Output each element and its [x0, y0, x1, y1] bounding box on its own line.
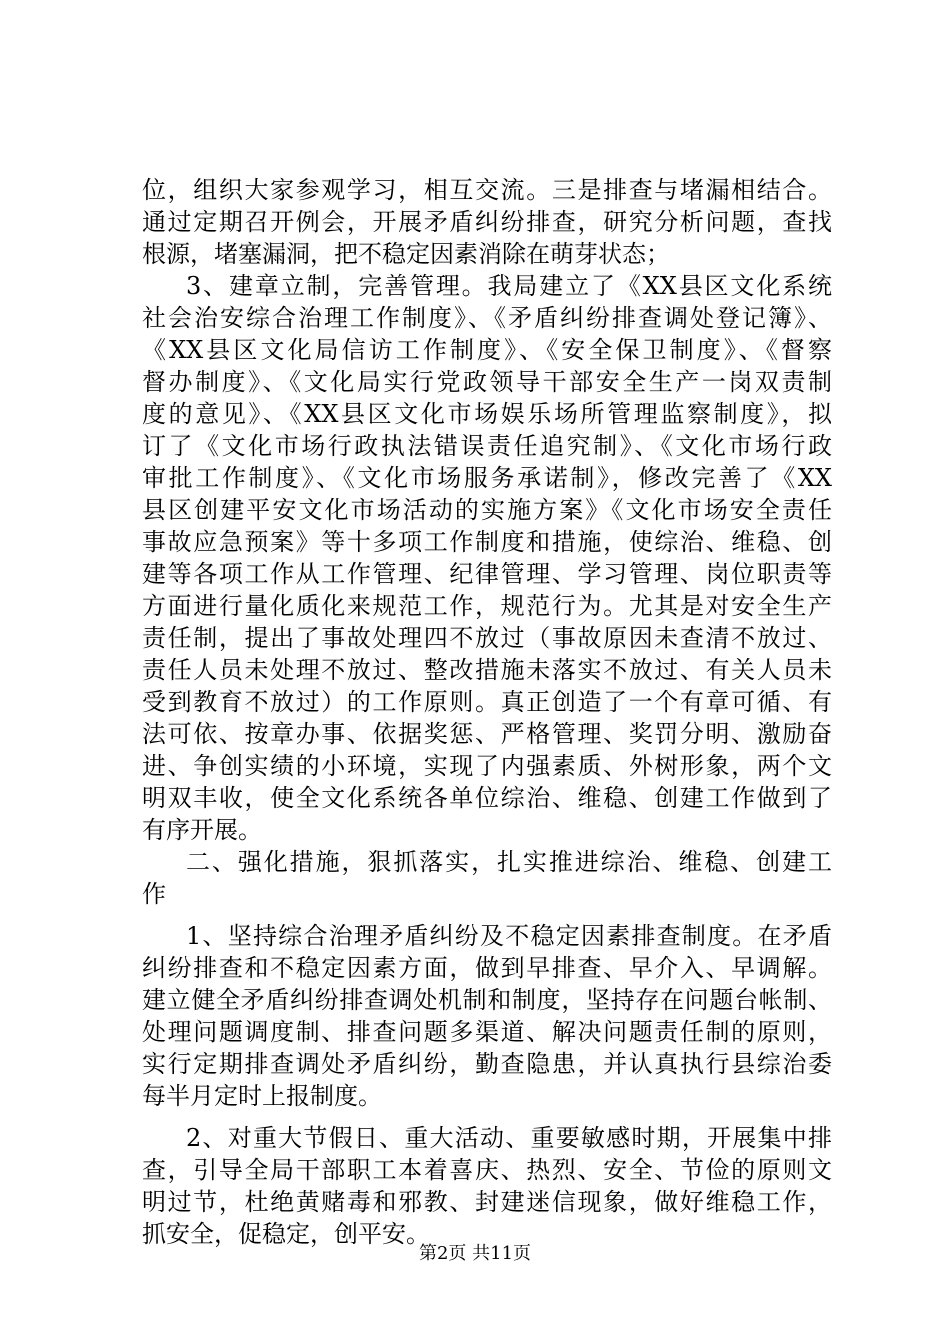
text-line: 方面进行量化质化来规范工作，规范行为。尤其是对安全生产 — [142, 592, 832, 620]
text-line: 通过定期召开例会，开展矛盾纠纷排查，研究分析问题，查找 — [142, 208, 832, 236]
text-line: 法可依、按章办事、依据奖惩、严格管理、奖罚分明、激励奋 — [142, 720, 832, 748]
text-line: 每半月定时上报制度。 — [142, 1082, 382, 1110]
text-line: 订了《文化市场行政执法错误责任追究制》、《文化市场行政 — [142, 432, 832, 460]
text-line: 明过节，杜绝黄赌毒和邪教、封建迷信现象，做好维稳工作， — [142, 1188, 832, 1216]
section-heading — [142, 846, 832, 910]
text-line: 3、建章立制，完善管理。我局建立了《XX县区文化系统 — [186, 272, 832, 300]
text-line: 2、对重大节假日、重大活动、重要敏感时期，开展集中排 — [186, 1124, 832, 1152]
paragraph-continuation — [142, 174, 832, 270]
heading-line: 作 — [142, 880, 166, 908]
page-number-footer: 第2页 共11页 — [418, 1243, 532, 1264]
paragraph-rules-and-regulations — [142, 270, 832, 846]
text-line: 实行定期排查调处矛盾纠纷，勤查隐患，并认真执行县综治委 — [142, 1050, 832, 1078]
text-line: 纠纷排查和不稳定因素方面，做到早排查、早介入、早调解。 — [142, 954, 832, 982]
text-line: 进、争创实绩的小环境，实现了内强素质、外树形象，两个文 — [142, 752, 832, 780]
text-line: 审批工作制度》、《文化市场服务承诺制》，修改完善了《XX — [142, 464, 832, 492]
paragraph-comprehensive-governance — [142, 920, 832, 1112]
text-line: 责任制，提出了事故处理四不放过（事故原因未查清不放过、 — [142, 624, 832, 652]
paragraph-holiday-inspection — [142, 1122, 832, 1250]
text-line: 督办制度》、《文化局实行党政领导干部安全生产一岗双责制 — [142, 368, 832, 396]
text-line: 建立健全矛盾纠纷排查调处机制和制度，坚持存在问题台帐制、 — [142, 986, 832, 1014]
text-line: 位，组织大家参观学习，相互交流。三是排查与堵漏相结合。 — [142, 176, 832, 204]
text-line: 事故应急预案》等十多项工作制度和措施，使综治、维稳、创 — [142, 528, 832, 556]
paragraph-spacer — [142, 910, 832, 920]
text-line: 处理问题调度制、排查问题多渠道、解决问题责任制的原则， — [142, 1018, 832, 1046]
text-line: 建等各项工作从工作管理、纪律管理、学习管理、岗位职责等 — [142, 560, 832, 588]
text-line: 明双丰收，使全文化系统各单位综治、维稳、创建工作做到了 — [142, 784, 832, 812]
text-line: 抓安全，促稳定，创平安。 — [142, 1220, 430, 1248]
text-line: 1、坚持综合治理矛盾纠纷及不稳定因素排查制度。在矛盾 — [186, 922, 832, 950]
text-line: 查，引导全局干部职工本着喜庆、热烈、安全、节俭的原则文 — [142, 1156, 832, 1184]
text-line: 有序开展。 — [142, 816, 262, 844]
text-line: 社会治安综合治理工作制度》、《矛盾纠纷排查调处登记簿》、 — [142, 304, 832, 332]
text-line: 度的意见》、《XX县区文化市场娱乐场所管理监察制度》，拟 — [142, 400, 832, 428]
document-body — [142, 174, 832, 1250]
text-line: 根源，堵塞漏洞，把不稳定因素消除在萌芽状态； — [142, 240, 670, 268]
heading-line: 二、强化措施，狠抓落实，扎实推进综治、维稳、创建工 — [186, 848, 832, 876]
text-line: 《XX县区文化局信访工作制度》、《安全保卫制度》、《督察 — [142, 336, 832, 364]
paragraph-spacer — [142, 1112, 832, 1122]
text-line: 责任人员未处理不放过、整改措施未落实不放过、有关人员未 — [142, 656, 832, 684]
text-line: 受到教育不放过）的工作原则。真正创造了一个有章可循、有 — [142, 688, 832, 716]
text-line: 县区创建平安文化市场活动的实施方案》《文化市场安全责任 — [142, 496, 832, 524]
